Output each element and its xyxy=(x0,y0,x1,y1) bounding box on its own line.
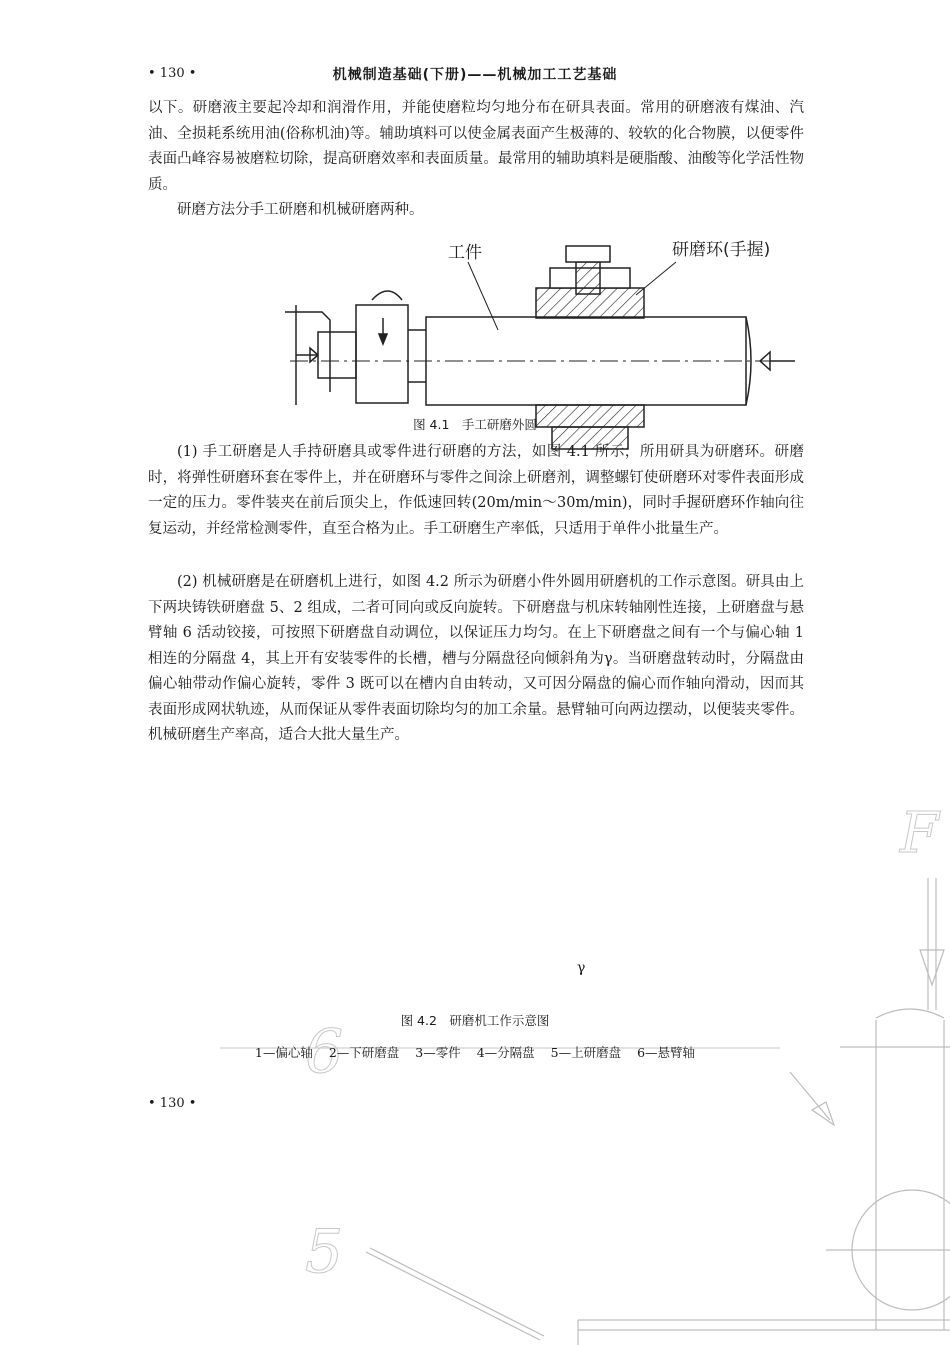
stray-label-5: 5 xyxy=(305,1217,344,1287)
paragraph-1: 以下。研磨液主要起冷却和润滑作用，并能使磨粒均匀地分布在研具表面。常用的研磨液有煤油、汽油、全损耗系统用油(俗称机油)等。辅助填料可以使金属表面产生极薄的、较软的化合物膜，以便零件表面凸峰容易被磨粒切除，提高研磨效率和表面质量。最常用的辅助填料是硬脂酸、油酸等化学活性物质。 xyxy=(148,100,804,193)
figure-4-2-caption: 图 4.2 研磨机工作示意图 xyxy=(400,1013,550,1028)
legend-item: 5—上研磨盘 xyxy=(550,1045,622,1060)
legend-item: 6—悬臂轴 xyxy=(637,1045,696,1060)
legend-item: 4—分隔盘 xyxy=(476,1045,535,1060)
stray-label-f: F xyxy=(900,801,939,866)
page-number-top: • 130 • xyxy=(148,66,197,81)
gamma-label: γ xyxy=(577,960,586,976)
legend-item: 3—零件 xyxy=(415,1045,461,1060)
figure-4-1-caption: 图 4.1 手工研磨外圆 xyxy=(413,417,537,432)
legend-item: 2—下研磨盘 xyxy=(328,1045,400,1060)
stray-label-6: 6 xyxy=(305,1017,344,1087)
legend-item: 1—偏心轴 xyxy=(254,1045,313,1060)
paragraph-3: (1) 手工研磨是人手持研磨具或零件进行研磨的方法，如图 4.1 所示，所用研具为研磨环。研磨时，将弹性研磨环套在零件上，并在研磨环与零件之间涂上研磨剂，调整螺钉使研磨环对零件表面形成一定的压力。零件装夹在前后顶尖上，作低速回转(20m/min～30m/min)，同时手握研磨环作轴向往复运动，并经常检测零件，直至合格为止。手工研磨生产率低，只适用于单件小批量生产。 xyxy=(148,444,804,537)
running-title: 机械制造基础(下册)——机械加工工艺基础 xyxy=(332,67,618,83)
label-workpiece: 工件 xyxy=(448,243,482,263)
label-lapping-ring: 研磨环(手握) xyxy=(672,240,771,260)
paragraph-2: 研磨方法分手工研磨和机械研磨两种。 xyxy=(177,202,424,218)
figure-4-2-legend xyxy=(0,1043,950,1061)
paragraph-4: (2) 机械研磨是在研磨机上进行，如图 4.2 所示为研磨小件外圆用研磨机的工作示意图。研具由上下两块铸铁研磨盘 5、2 组成，二者可同向或反向旋转。下研磨盘与机床转轴刚性连接，上研磨盘与悬臂轴 6 活动铰接，可按照下研磨盘自动调位，以保证压力均匀。在上下研磨盘之间有一个与偏心轴 1 相连的分隔盘 4，其上开有安装零件的长槽，槽与分隔盘径向倾斜角为γ。当研磨盘转动时，分隔盘由偏心轴带动作偏心旋转，零件 3 既可以在槽内自由转动，又可因分隔盘的偏心而作轴向滑动，因而其表面形成网状轨迹，从而保证从零件表面切除均匀的加工余量。悬臂轴可向两边摆动，以便装夹零件。机械研磨生产率高，适合大批大量生产。 xyxy=(148,574,804,743)
page-number-bottom: • 130 • xyxy=(148,1096,197,1111)
